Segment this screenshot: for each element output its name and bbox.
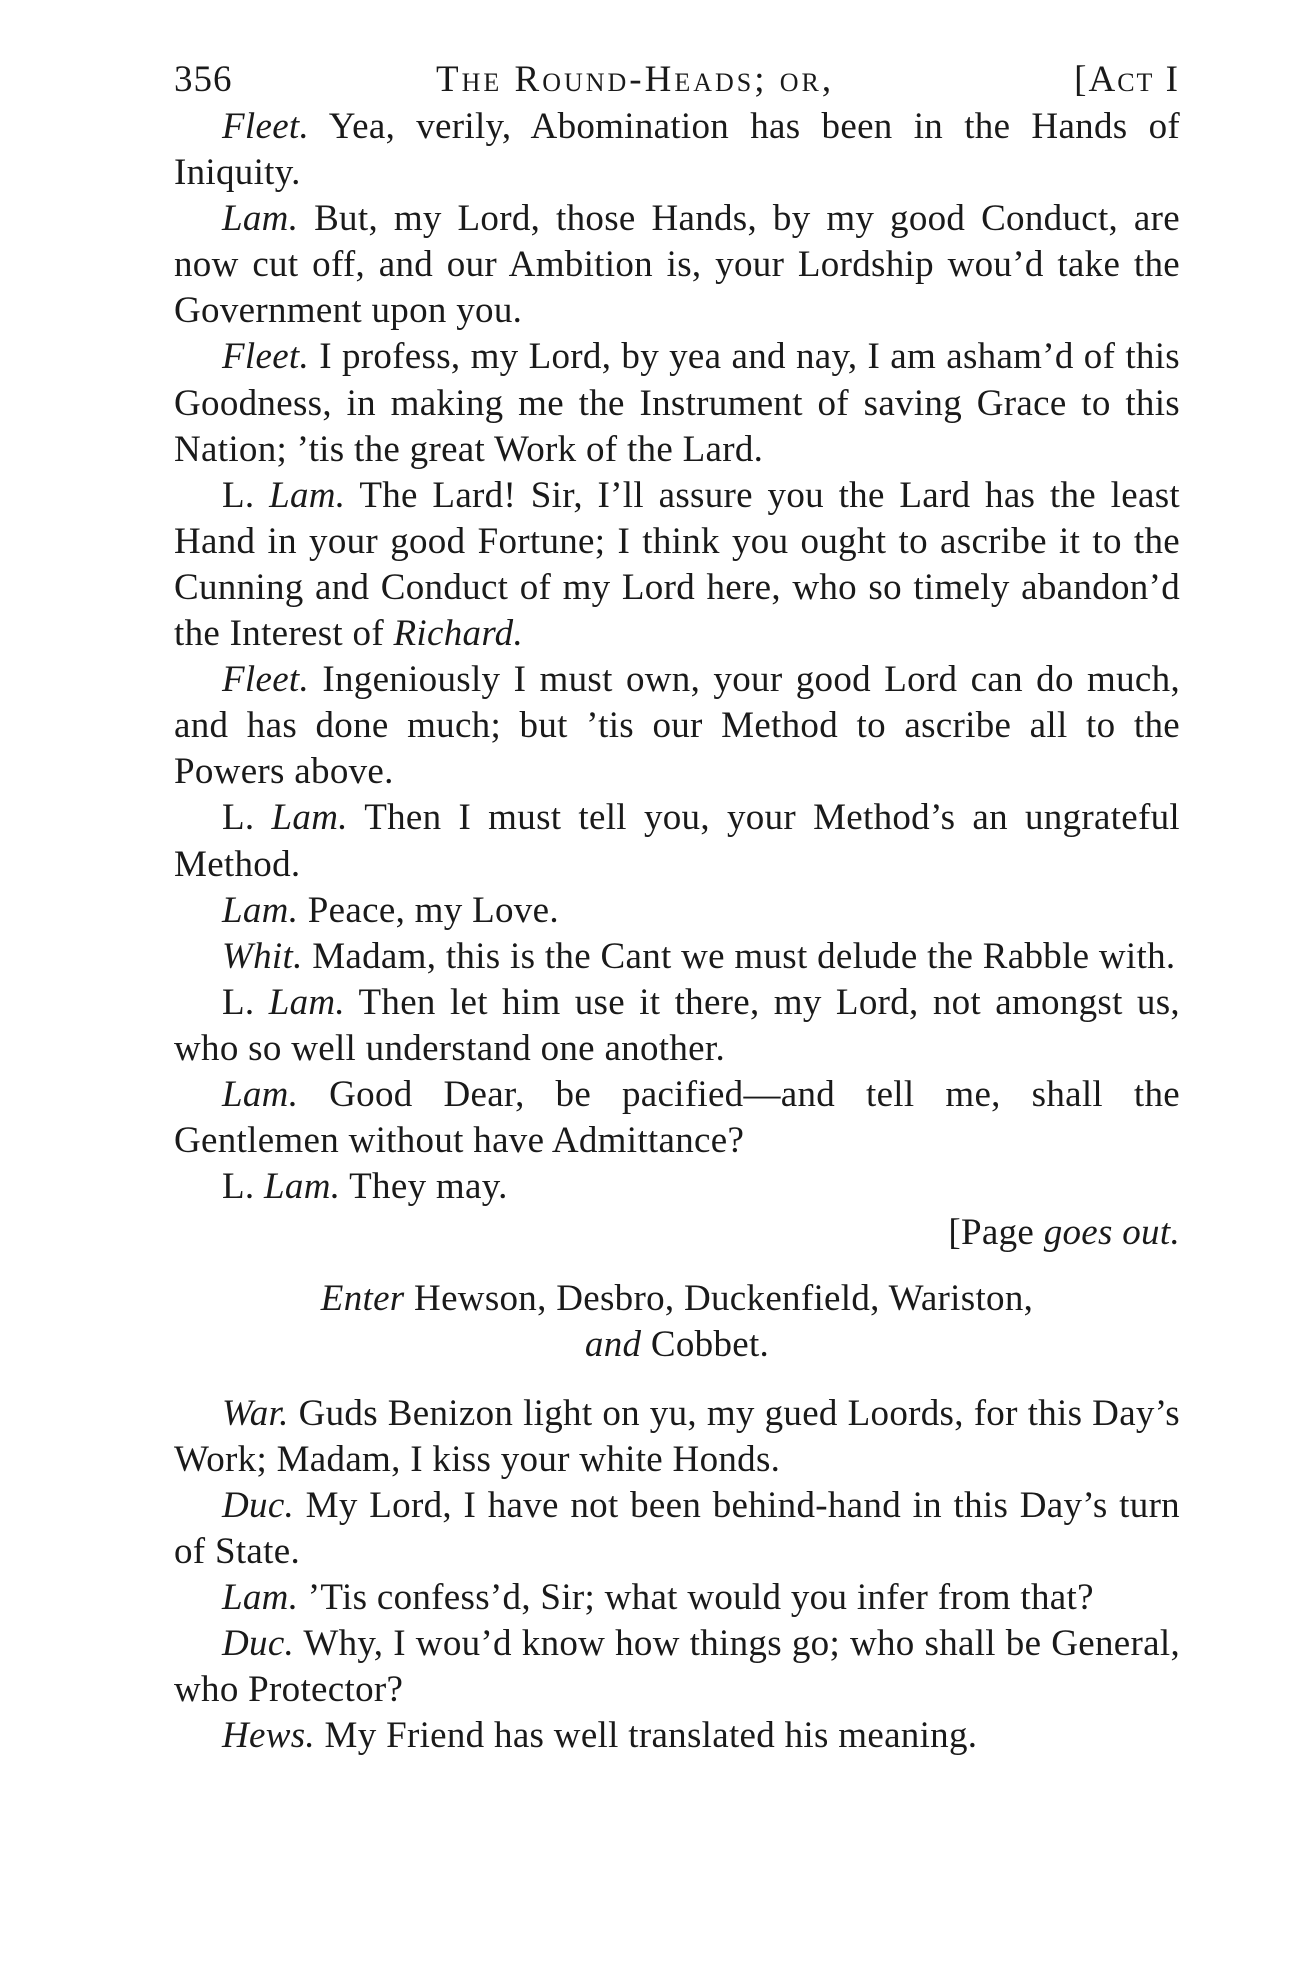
speaker-name: War. bbox=[222, 1392, 289, 1434]
page-number: 356 bbox=[174, 59, 233, 100]
italic-name: Richard. bbox=[393, 613, 524, 655]
play-text bbox=[174, 104, 1180, 1759]
entrance-last-name: Cobbet. bbox=[641, 1324, 770, 1366]
speech-text: Ingeniously I must own, your good Lord can do much, and has done much; but ’tis our Method to ascribe all to the Powers above. bbox=[174, 659, 1180, 793]
speech-text: I profess, my Lord, by yea and nay, I am asham’d of this Goodness, in making me the Instrument of saving Grace to this Nation; ’tis the great Work of the Lard. bbox=[174, 336, 1180, 470]
speech-text: ’Tis confess’d, Sir; what would you infer from that? bbox=[298, 1576, 1094, 1618]
speech bbox=[174, 334, 1180, 472]
book-page bbox=[174, 52, 1180, 1759]
speaker-name: Lam. bbox=[268, 981, 345, 1023]
speech bbox=[174, 934, 1180, 980]
exit-text: goes out. bbox=[1043, 1212, 1180, 1254]
speech-text: The Lard! Sir, I’ll assure you the Lard has the least Hand in your good Fortune; I think you ought to ascribe it to the Cunning and Conduct of my Lord here, who so timely abandon’d the Interest of bbox=[174, 474, 1180, 655]
speech bbox=[174, 104, 1180, 196]
entrance-direction bbox=[174, 1276, 1180, 1368]
speaker-prefix: L. bbox=[222, 981, 255, 1023]
speech-text: Good Dear, be pacified—and tell me, shall the Gentlemen without have Admittance? bbox=[174, 1073, 1180, 1162]
speaker-name: Fleet. bbox=[222, 106, 310, 147]
speech bbox=[174, 657, 1180, 795]
speaker-name: Lam. bbox=[222, 1073, 299, 1115]
speech-text: Yea, verily, Abomination has been in the Hands of Iniquity. bbox=[174, 106, 1180, 194]
speaker-name: Lam. bbox=[264, 1166, 341, 1208]
speaker-name: Hews. bbox=[222, 1715, 315, 1757]
speech bbox=[174, 1713, 1180, 1759]
speech bbox=[174, 1621, 1180, 1713]
speech-text: Then I must tell you, your Method’s an ungrateful Method. bbox=[174, 797, 1180, 885]
speaker-name: Duc. bbox=[222, 1484, 295, 1526]
speech bbox=[174, 795, 1180, 887]
exit-bracket: [Page bbox=[948, 1212, 1044, 1254]
speech bbox=[174, 1575, 1180, 1621]
speech bbox=[174, 1164, 1180, 1210]
speech bbox=[174, 980, 1180, 1072]
speech bbox=[174, 1391, 1180, 1483]
speaker-name: Fleet. bbox=[222, 336, 310, 378]
speech-text: My Lord, I have not been behind-hand in this Day’s turn of State. bbox=[174, 1484, 1180, 1572]
speech-text: Madam, this is the Cant we must delude the Rabble with. bbox=[302, 935, 1176, 977]
speech bbox=[174, 473, 1180, 657]
entrance-names: Hewson, Desbro, Duckenfield, Wariston, bbox=[404, 1278, 1034, 1320]
exit-direction bbox=[174, 1210, 1180, 1256]
running-head bbox=[174, 52, 1180, 104]
speech bbox=[174, 1072, 1180, 1164]
speaker-name: Lam. bbox=[222, 889, 299, 931]
speaker-prefix: L. bbox=[222, 797, 255, 839]
speech-text: Why, I wou’d know how things go; who shall be General, who Protector? bbox=[174, 1623, 1180, 1711]
speaker-prefix: L. bbox=[222, 1166, 255, 1208]
running-title: The Round-Heads; or, bbox=[436, 59, 835, 100]
speech bbox=[174, 1483, 1180, 1575]
enter-word: Enter bbox=[320, 1278, 405, 1320]
speaker-name: Lam. bbox=[269, 474, 346, 516]
and-word: and bbox=[584, 1324, 642, 1366]
speech-text: Then let him use it there, my Lord, not amongst us, who so well understand one another. bbox=[174, 981, 1180, 1069]
speech-text: But, my Lord, those Hands, by my good Conduct, are now cut off, and our Ambition is, your Lordship wou’d take the Government upon you. bbox=[174, 198, 1180, 332]
speech bbox=[174, 888, 1180, 934]
speech-text: They may. bbox=[340, 1166, 508, 1208]
speaker-name: Lam. bbox=[222, 198, 299, 240]
speaker-name: Fleet. bbox=[222, 659, 310, 701]
speaker-name: Whit. bbox=[222, 935, 303, 977]
act-marker: [Act I bbox=[1074, 59, 1180, 100]
speaker-name: Duc. bbox=[222, 1623, 295, 1664]
speech-text: Peace, my Love. bbox=[298, 889, 559, 931]
speech-text: Guds Benizon light on yu, my gued Loords, for this Day’s Work; Madam, I kiss your white Honds. bbox=[174, 1392, 1180, 1480]
speaker-prefix: L. bbox=[222, 474, 255, 516]
speech bbox=[174, 196, 1180, 334]
speech-text: My Friend has well translated his meaning. bbox=[314, 1715, 978, 1757]
speaker-name: Lam. bbox=[222, 1576, 299, 1618]
speaker-name: Lam. bbox=[271, 797, 348, 839]
